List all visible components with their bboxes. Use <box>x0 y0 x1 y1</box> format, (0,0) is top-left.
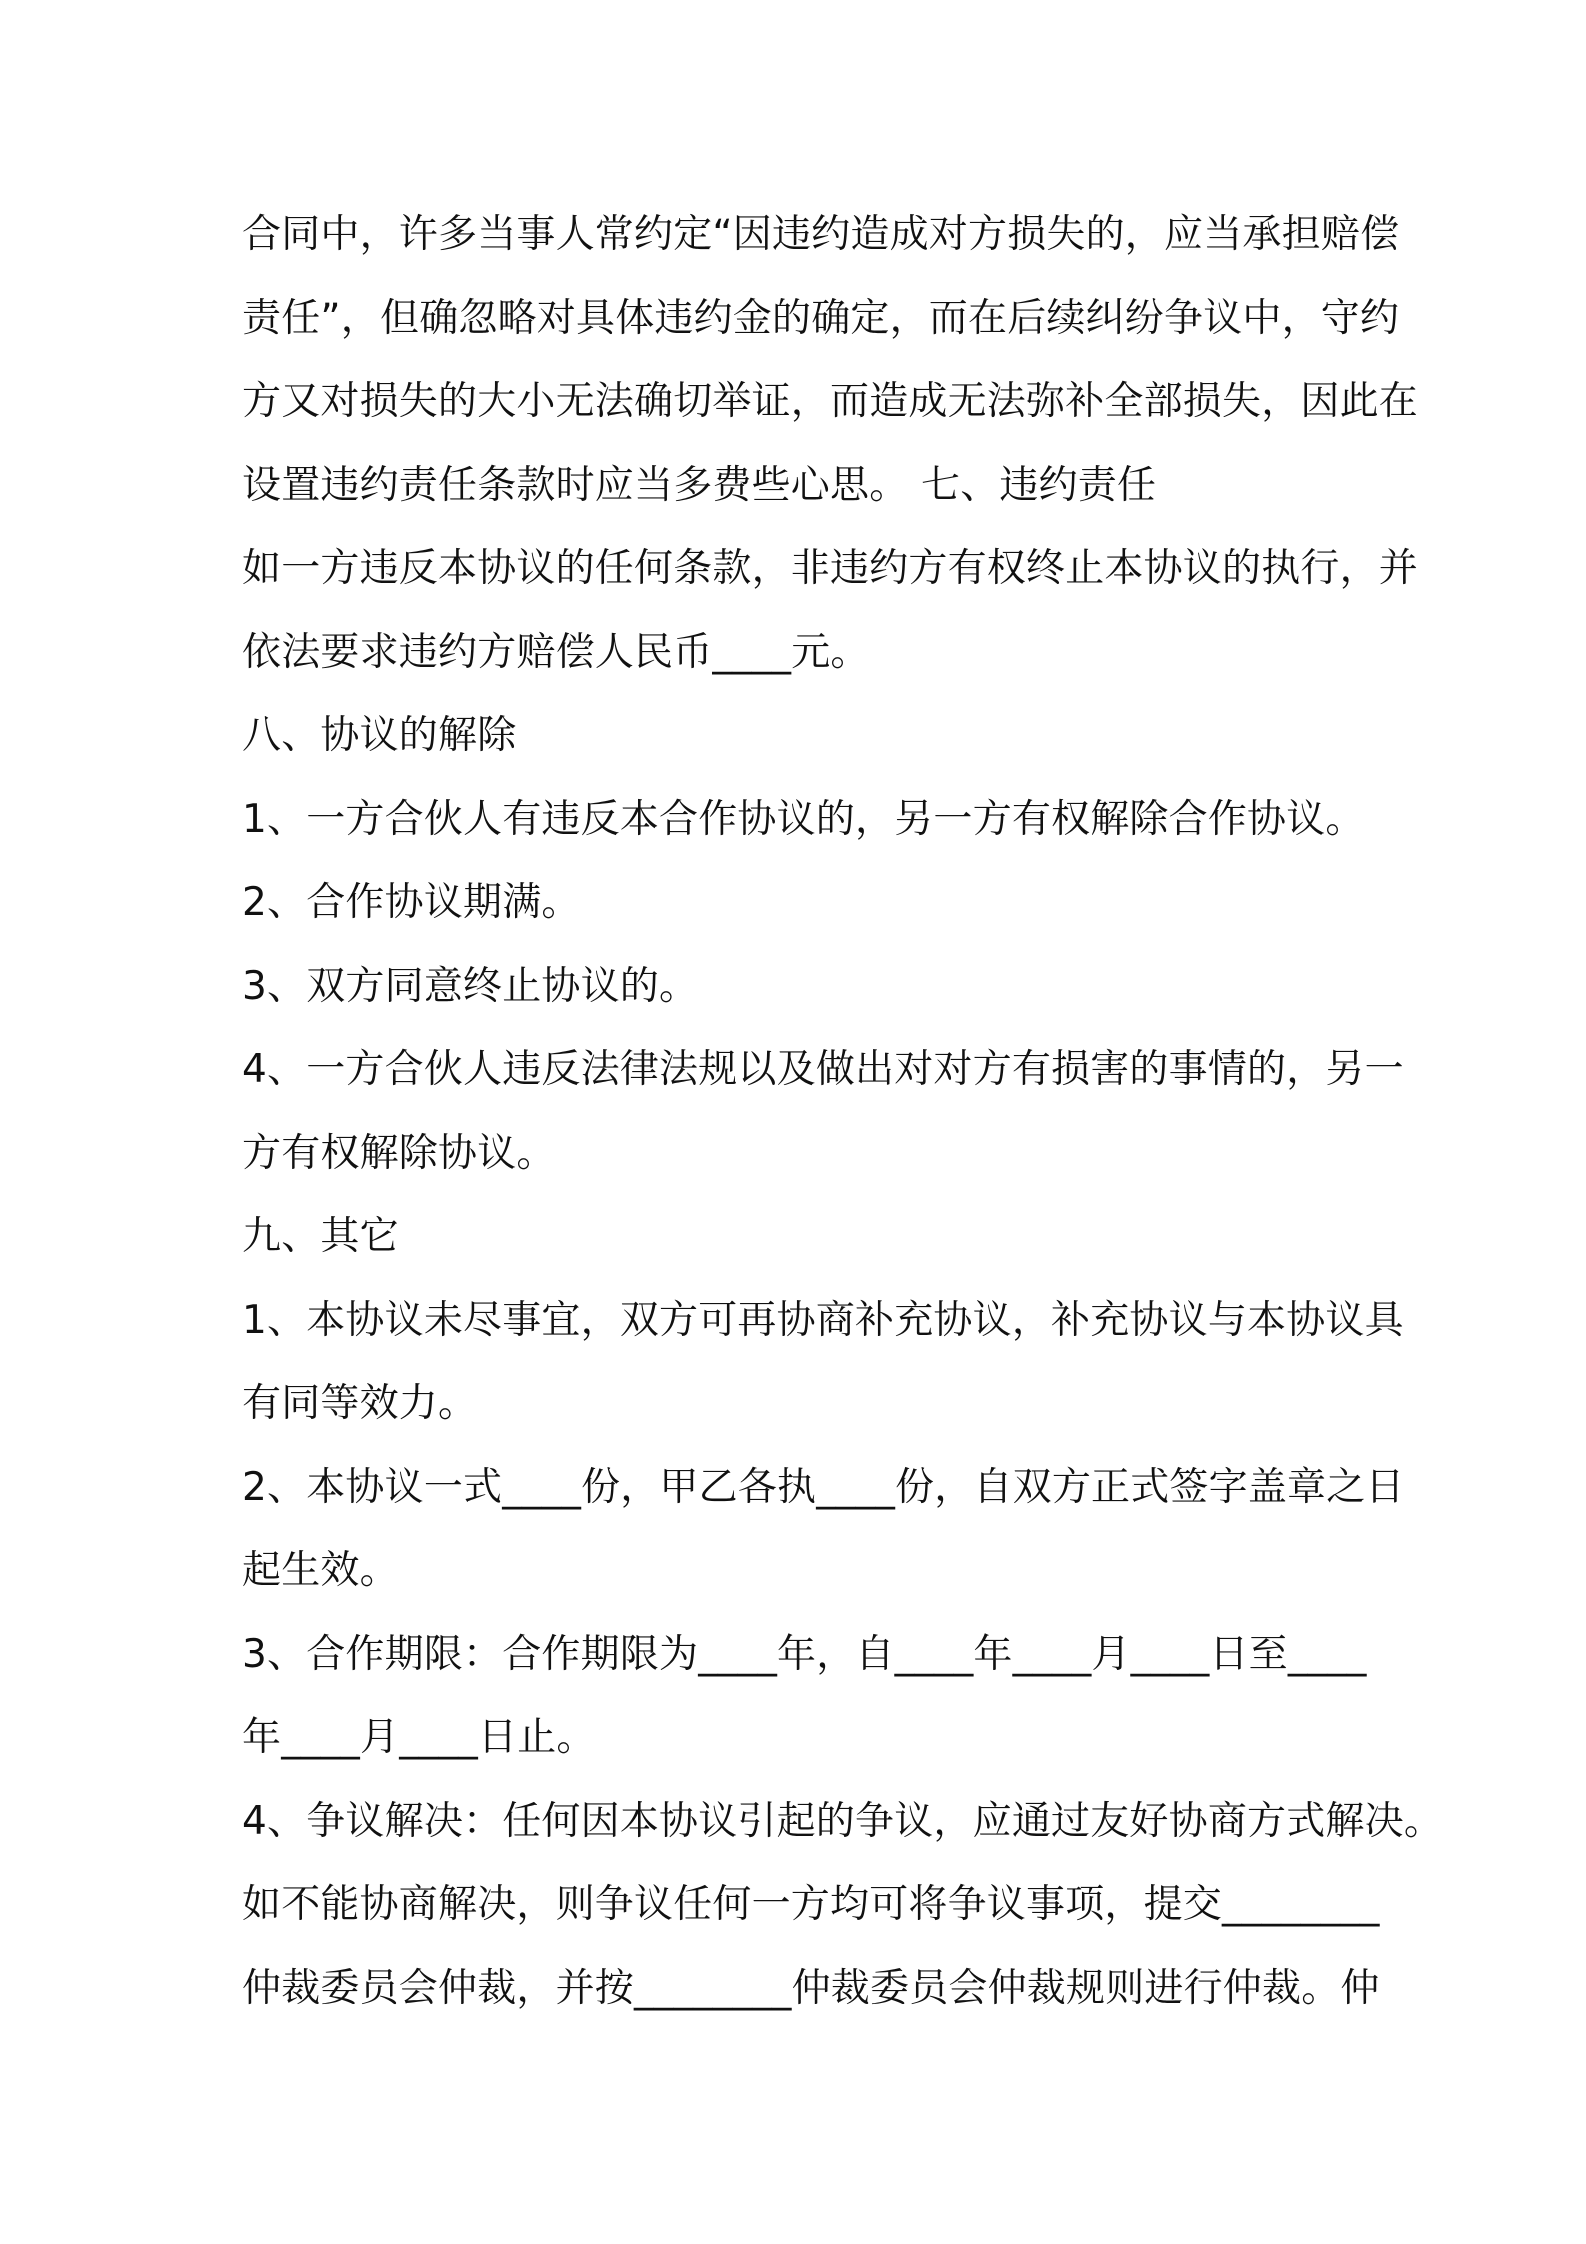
text-line: 方有权解除协议。 <box>242 1130 556 1176</box>
text-line: 4、争议解决：任何因本协议引起的争议，应通过友好协商方式解决。 <box>242 1798 1444 1844</box>
text-line: 合同中，许多当事人常约定“因违约造成对方损失的，应当承担赔偿 <box>242 212 1400 257</box>
text-line: 年____月____日止。 <box>242 1715 596 1760</box>
section-heading: 八、协议的解除 <box>242 713 517 758</box>
document-body <box>242 193 1444 2030</box>
text-line: 如一方违反本协议的任何条款，非违约方有权终止本协议的执行，并 <box>242 546 1419 591</box>
text-line: 4、一方合伙人违反法律法规以及做出对对方有损害的事情的，另一 <box>242 1047 1404 1092</box>
text-line: 3、合作期限：合作期限为____年，自____年____月____日至____ <box>242 1631 1367 1677</box>
text-line: 责任”，但确忽略对具体违约金的确定，而在后续纠纷争议中，守约 <box>242 295 1400 341</box>
text-line: 2、合作协议期满。 <box>242 880 581 925</box>
text-line: 仲裁委员会仲裁，并按________仲裁委员会仲裁规则进行仲裁。仲 <box>242 1965 1380 2011</box>
text-line: 有同等效力。 <box>242 1381 478 1426</box>
text-line: 2、本协议一式____份，甲乙各执____份，自双方正式签字盖章之日 <box>242 1464 1405 1510</box>
text-line: 3、双方同意终止协议的。 <box>242 963 699 1009</box>
text-line: 如不能协商解决，则争议任何一方均可将争议事项，提交________ <box>242 1882 1380 1927</box>
text-line: 1、本协议未尽事宜，双方可再协商补充协议，补充协议与本协议具 <box>242 1297 1404 1343</box>
section-heading: 九、其它 <box>242 1214 399 1259</box>
text-line: 依法要求违约方赔偿人民币____元。 <box>242 629 870 675</box>
text-line: 1、一方合伙人有违反本合作协议的，另一方有权解除合作协议。 <box>242 796 1365 842</box>
text-line: 起生效。 <box>242 1548 399 1593</box>
text-line: 方又对损失的大小无法确切举证，而造成无法弥补全部损失，因此在 <box>242 379 1419 424</box>
text-line: 设置违约责任条款时应当多费些心思。 七、违约责任 <box>242 462 1157 508</box>
